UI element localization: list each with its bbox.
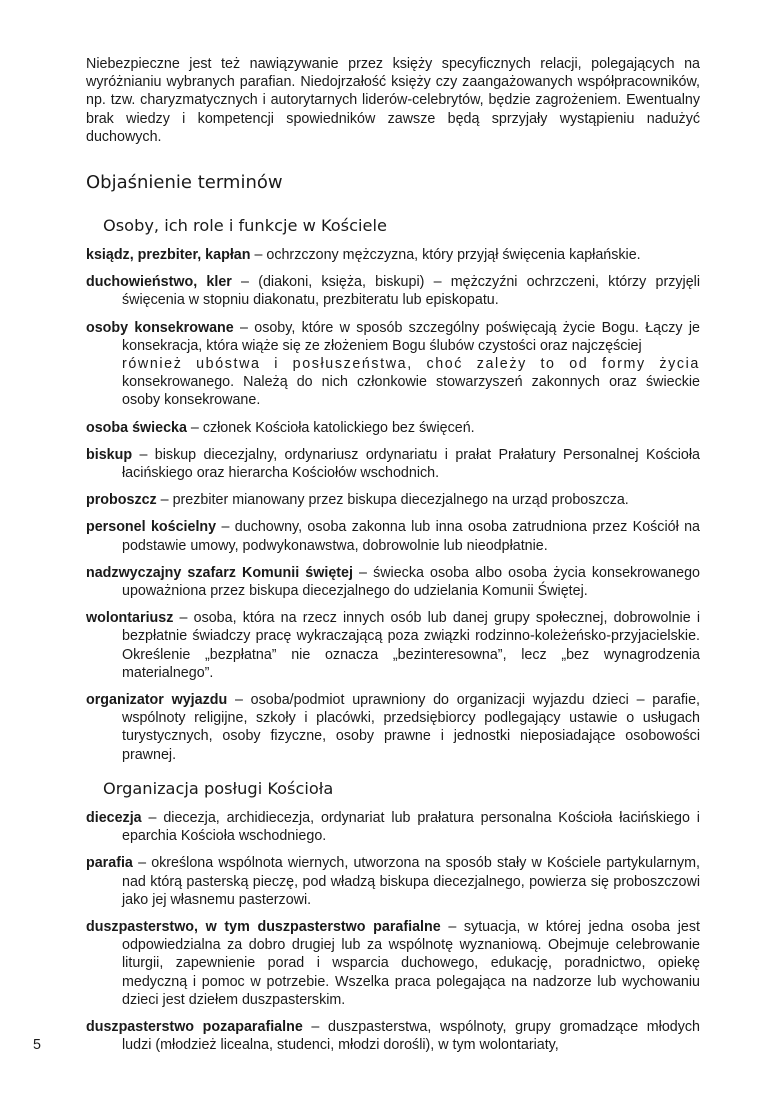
term-entry <box>86 446 700 482</box>
subsection-title-persons: Osoby, ich role i funkcje w Kościele <box>103 216 387 236</box>
terms-list-organization <box>86 809 700 1054</box>
term-name: wolontariusz <box>86 610 174 627</box>
term-definition: – członek Kościoła katolickiego bez święceń. <box>186 419 475 436</box>
terms-list-persons <box>86 246 700 764</box>
term-name: nadzwyczajny szafarz Komunii świętej <box>86 564 353 581</box>
term-definition-continued: również ubóstwa i posłuszeństwa, choć zależy to od formy życia <box>122 356 700 373</box>
section-title: Objaśnienie terminów <box>86 172 283 194</box>
term-definition: – diecezja, archidiecezja, ordynariat lub prałatura personalna Kościoła łacińskiego i eparchia Kościoła wschodniego. <box>122 809 700 845</box>
term-name: proboszcz <box>86 492 157 509</box>
term-definition: – biskup diecezjalny, ordynariusz ordynariatu i prałat Prałatury Personalnej Kościoła łacińskiego oraz hierarcha Kościołów wschodnich. <box>122 446 700 482</box>
term-name: parafia <box>86 855 133 872</box>
term-definition: – określona wspólnota wiernych, utworzona na sposób stały w Kościele partykularnym, nad którą pasterską pieczę, pod władzą biskupa diecezjalnego, powierza się proboszczowi jako jej własnemu pasterzowi. <box>122 855 700 908</box>
term-entry <box>86 518 700 554</box>
term-name: duchowieństwo, kler <box>86 274 232 291</box>
term-definition: – osoba/podmiot uprawniony do organizacji wyjazdu dzieci – parafie, wspólnoty religijne, szkoły i placówki, przedsiębiorcy podlegający ustawie o usługach turystycznych, osoby fizyczne, osoby prawne i jednostki nieposiadające osobowości prawnej. <box>122 692 700 763</box>
term-entry <box>86 918 700 1009</box>
term-entry <box>86 809 700 845</box>
term-definition: – świecka osoba albo osoba życia konsekrowanego upoważniona przez biskupa diecezjalnego do udzielania Komunii Świętej. <box>122 564 700 600</box>
term-name: ksiądz, prezbiter, kapłan <box>86 247 251 264</box>
term-definition: – osoba, która na rzecz innych osób lub danej grupy społecznej, dobrowolnie i bezpłatnie świadczy pracę wykraczającą poza związki rodzinno-koleżeńsko-przyjacielskie. Określenie „bezpłatna” nie oznacza „bezinteresowna”, lecz „bez wynagrodzenia materialnego”. <box>122 610 700 681</box>
term-name: osoba świecka <box>86 419 187 436</box>
term-name: osoby konsekrowane <box>86 319 234 336</box>
term-entry <box>86 854 700 909</box>
term-entry <box>86 1018 700 1054</box>
term-entry <box>86 609 700 682</box>
term-entry <box>86 273 700 309</box>
term-definition: – ochrzczony mężczyzna, który przyjął święcenia kapłańskie. <box>250 247 641 264</box>
intro-paragraph: Niebezpieczne jest też nawiązywanie przez księży specyficznych relacji, polegających na wyróżnianiu wybranych parafian. Niedojrzałość księży czy zaangażowanych współpracowników, np. tzw. charyzmatycznych i autorytarnych liderów-celebrytów, będzie zagrożeniem. Ewentualny brak wiedzy i kompetencji spowiedników zawsze będą sprzyjały wystąpieniu nadużyć duchowych. <box>86 56 700 145</box>
document-page <box>86 55 700 1063</box>
term-entry <box>86 491 700 509</box>
term-name: biskup <box>86 446 133 463</box>
term-definition: – prezbiter mianowany przez biskupa diecezjalnego na urząd proboszcza. <box>156 492 629 509</box>
term-definition: – sytuacja, w której jedna osoba jest odpowiedzialna za dobro drugiej lub za wspólnotę wyznaniową. Obejmuje celebrowanie liturgii, zapewnienie porad i wsparcia duchowego, edukację, poradnictwo, opiekę medyczną i pomoc w potrzebie. Wszelka praca polegająca na nadzorze lub wychowaniu dzieci jest dziełem duszpasterskim. <box>122 918 700 1008</box>
term-entry <box>86 691 700 764</box>
term-definition: – duszpasterstwa, wspólnoty, grupy gromadzące młodych ludzi (młodzież licealna, studenci, młodzi dorośli), w tym wolontariaty, <box>122 1018 701 1054</box>
term-entry <box>86 419 700 437</box>
term-definition: – (diakoni, księża, biskupi) – mężczyźni ochrzczeni, którzy przyjęli święcenia w stopniu diakonatu, prezbiteratu lub episkopatu. <box>122 274 701 309</box>
subsection-title-organization: Organizacja posługi Kościoła <box>103 778 334 798</box>
term-definition: – duchowny, osoba zakonna lub inna osoba zatrudniona przez Kościół na podstawie umowy, podwykonawstwa, dobrowolnie lub nieodpłatnie. <box>122 519 701 554</box>
page-number: 5 <box>33 1037 41 1053</box>
term-name: duszpasterstwo pozaparafialne <box>86 1018 303 1035</box>
term-entry <box>86 246 700 264</box>
term-entry <box>86 319 700 410</box>
term-name: organizator wyjazdu <box>86 692 228 709</box>
term-definition-rest: konsekrowanego. Należą do nich członkowie stowarzyszeń zakonnych oraz świeckie osoby konsekrowane. <box>122 374 700 409</box>
term-entry <box>86 564 700 600</box>
term-name: diecezja <box>86 809 142 826</box>
term-definition: – osoby, które w sposób szczególny poświęcają życie Bogu. Łączy je konsekracja, która wiąże się ze złożeniem Bogu ślubów czystości oraz najczęściej <box>122 319 700 354</box>
term-name: duszpasterstwo, w tym duszpasterstwo parafialne <box>86 918 441 935</box>
term-name: personel kościelny <box>86 519 217 536</box>
